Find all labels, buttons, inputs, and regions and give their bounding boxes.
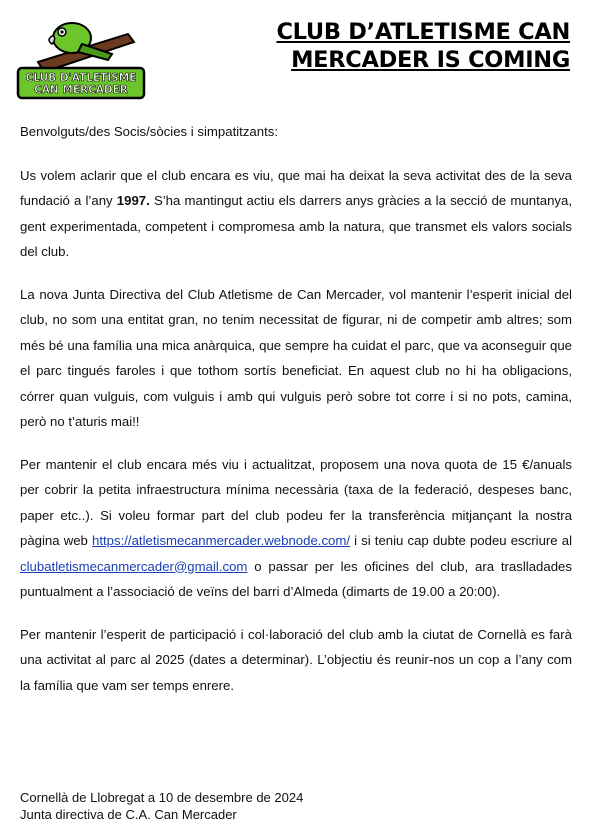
logo-text-line1: CLUB D'ATLETISME — [25, 72, 137, 84]
page-title — [240, 18, 570, 74]
signature-block — [20, 789, 303, 823]
p3-text-a: Per mantenir el club encara més viu i actualitzat, proposem una nova quota de 15 €/anuals per cobrir la petita infraestructura mínima necessària (taxa de la federació, despeses banc, paper etc..). Si voleu formar part del club podeu fer la transferència mitjançant la nostra pàgina web — [20, 456, 572, 548]
logo-banner — [18, 68, 144, 98]
paragraph-spirit: La nova Junta Directiva del Club Atletisme de Can Mercader, vol mantenir l’esperit inicial del club, no som una entitat gran, no tenim necessitat de figurar, ni de competir amb altres; som més bé una família una mica anàrquica, que sempre ha cuidat el parc, que va aconseguir que el parc tingués faroles i que tothom sortís beneficiat. En aquest club no hi ha obligacions, córrer quan vulguis, com vulguis i amb qui vulguis però sobre tot corre i si no pots, camina, però no t’aturis mai!! — [20, 286, 572, 429]
p1-text-a: Us volem aclarir que el club encara es viu, que mai ha deixat la seva activitat des de la seva fundació a l’any — [20, 167, 572, 208]
paragraph-history — [20, 163, 572, 265]
club-logo — [16, 10, 148, 102]
title-line1: CLUB D’ATLETISME CAN — [276, 19, 570, 45]
website-link[interactable]: https://atletismecanmercader.webnode.com/ — [92, 533, 351, 548]
logo-text-line2: CAN MERCADER — [34, 84, 128, 96]
founding-year: 1997. — [116, 193, 150, 208]
p3-text-c: o passar per les oficines del club, ara traslladades puntualment a l’associació de veïns del barri d’Almeda (dimarts de 19.00 a 20:00). — [20, 558, 572, 599]
paragraph-membership — [20, 452, 572, 605]
letter-body — [20, 119, 572, 715]
place-date: Cornellà de Llobregat a 10 de desembre de 2024 — [20, 790, 304, 805]
email-link[interactable]: clubatletismecanmercader@gmail.com — [20, 558, 248, 574]
signed-by: Junta directiva de C.A. Can Mercader — [20, 807, 237, 822]
paragraph-activity: Per mantenir l’esperit de participació i col·laboració del club amb la ciutat de Cornellà es farà una activitat al parc al 2025 (dates a determinar). L’objectiu és reunir-nos un cop a l’any com la família que vam ser temps enrere. — [20, 626, 572, 693]
p1-text-b: S’ha mantingut actiu els darrers anys gràcies a la secció de muntanya, gent experimentada, competent i compromesa amb la natura, que transmet els valors socials del club. — [20, 193, 572, 259]
title-line2: MERCADER IS COMING — [291, 47, 570, 73]
greeting: Benvolguts/des Socis/sòcies i simpatitzants: — [20, 124, 279, 139]
p3-text-b: i si teniu cap dubte podeu escriure al — [350, 533, 572, 548]
